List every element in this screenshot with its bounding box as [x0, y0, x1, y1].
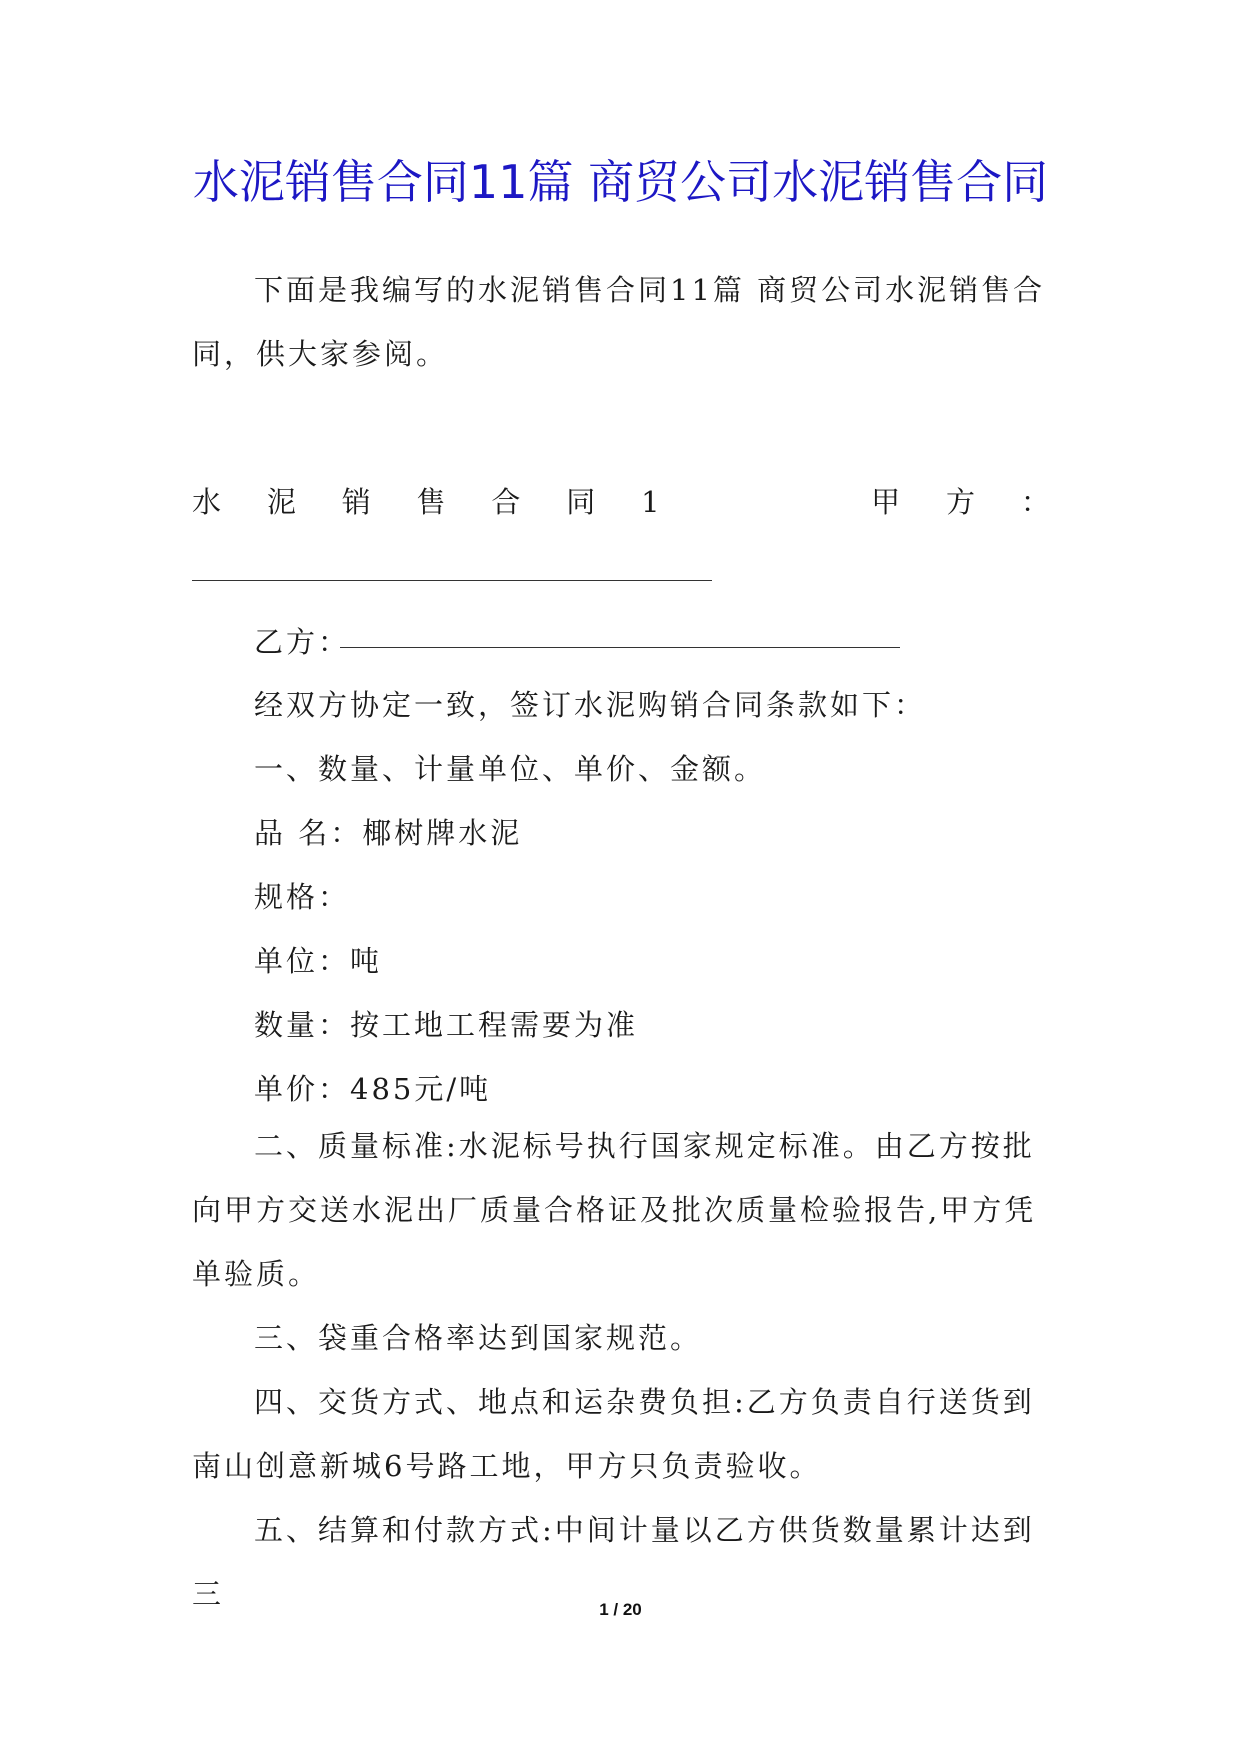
product-name: 品 名：椰树牌水泥 [254, 816, 523, 850]
clause-delivery: 四、交货方式、地点和运杂费负担:乙方负责自行送货到南山创意新城6号路工地，甲方只负责验收。 [192, 1385, 1035, 1483]
heading-char: 方 [946, 485, 976, 519]
quantity: 数量：按工地工程需要为准 [254, 1008, 639, 1042]
heading-char: 合 [491, 485, 521, 519]
document-title: 水泥销售合同11篇 商贸公司水泥销售合同 [192, 155, 1049, 209]
heading-char: 泥 [266, 485, 296, 519]
contract-heading [192, 482, 1050, 522]
heading-gap [705, 482, 825, 522]
page-number: 1 / 20 [599, 1600, 642, 1619]
heading-char: 同 [566, 485, 596, 519]
heading-char: 售 [416, 485, 446, 519]
heading-char: 1 [641, 485, 660, 519]
heading-char: 甲 [871, 485, 901, 519]
clause-quality: 二、质量标准:水泥标号执行国家规定标准。由乙方按批向甲方交送水泥出厂质量合格证及批次质量检验报告,甲方凭单验质。 [192, 1129, 1037, 1291]
party-a-underline [192, 580, 712, 581]
section-one-heading: 一、数量、计量单位、单价、金额。 [254, 752, 767, 786]
agreement-line: 经双方协定一致，签订水泥购销合同条款如下： [254, 688, 927, 722]
unit: 单位：吨 [254, 944, 383, 978]
heading-char: 水 [192, 485, 222, 519]
heading-char: 销 [341, 485, 371, 519]
intro-paragraph: 下面是我编写的水泥销售合同11篇 商贸公司水泥销售合同，供大家参阅。 [192, 273, 1046, 371]
clause-bag-weight: 三、袋重合格率达到国家规范。 [254, 1321, 703, 1355]
heading-char: ： [1020, 485, 1050, 519]
clause-settlement: 五、结算和付款方式:中间计量以乙方供货数量累计达到三 [192, 1513, 1035, 1611]
party-b-underline [340, 647, 900, 648]
specification: 规格： [254, 880, 351, 914]
unit-price: 单价：485元/吨 [254, 1072, 492, 1106]
party-b-label: 乙方： [254, 625, 351, 659]
